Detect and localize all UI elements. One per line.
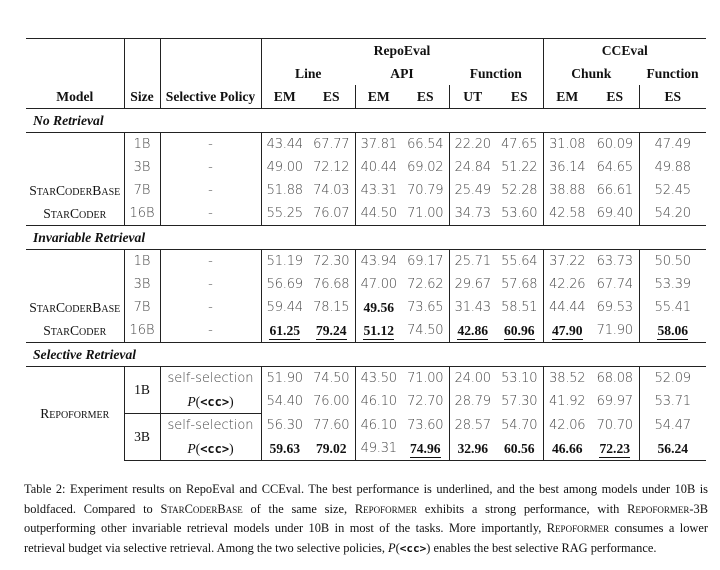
header-row-1: [26, 39, 706, 63]
value-cell: 42.26: [543, 273, 591, 296]
policy-cell: -: [160, 296, 261, 319]
value-cell: 76.68: [313, 277, 350, 292]
value-cell: 66.61: [596, 183, 633, 198]
caption-text: of the same size,: [242, 501, 355, 516]
value-cell: 55.41: [639, 296, 706, 319]
caption-text: exhibits a strong performance, with: [417, 501, 628, 516]
value-text: 60.96: [503, 322, 535, 338]
size-cell: 3B: [124, 273, 160, 296]
value-cell: 49.00: [261, 156, 308, 179]
model-cell: [26, 273, 124, 296]
value-cell: 70.70: [596, 417, 633, 433]
value-cell: 53.39: [639, 273, 706, 296]
caption-code: <cc>: [399, 541, 427, 555]
caption-model-name: StarCoderBase: [160, 501, 243, 516]
value-cell: 37.22: [543, 250, 591, 274]
value-cell: 64.65: [596, 160, 633, 175]
line-es-header: ES: [308, 85, 355, 109]
model-cell: Repoformer: [40, 405, 110, 421]
value-cell: [543, 319, 591, 343]
value-cell: 49.88: [639, 156, 706, 179]
value-cell: [639, 319, 706, 343]
size-cell: 7B: [124, 179, 160, 202]
line-em-header: EM: [261, 85, 308, 109]
value-cell: [308, 319, 355, 343]
policy-cell: P(<cc>): [160, 437, 261, 461]
value-cell: [355, 319, 402, 343]
value-cell: 72.30: [313, 254, 350, 269]
value-cell: 58.51: [501, 300, 538, 315]
size-cell: 16B: [124, 319, 160, 343]
value-cell: 25.71: [449, 250, 496, 274]
size-cell: 16B: [124, 202, 160, 226]
policy-cell: -: [160, 156, 261, 179]
value-cell: 56.69: [261, 273, 308, 296]
value-cell: 22.20: [449, 133, 496, 157]
chunk-es-header: ES: [591, 85, 639, 109]
value-cell: 52.09: [639, 367, 706, 391]
value-cell: 67.74: [596, 277, 633, 292]
size-cell: 1B: [124, 250, 160, 274]
value-cell: [591, 437, 639, 461]
policy-cell: P(<cc>): [160, 390, 261, 414]
value-cell: 77.60: [313, 417, 350, 433]
section-invariable-retrieval: [26, 226, 706, 250]
policy-header: Selective Policy: [160, 85, 261, 109]
size-header: Size: [124, 85, 160, 109]
value-cell: 72.12: [313, 160, 350, 175]
table-row: [26, 319, 706, 343]
value-cell: 49.31: [355, 437, 402, 461]
value-cell: 72.70: [407, 394, 444, 410]
value-cell: 31.08: [543, 133, 591, 157]
api-header: API: [390, 65, 414, 81]
value-cell: 29.67: [449, 273, 496, 296]
value-cell: 53.60: [501, 206, 538, 221]
value-cell: 31.43: [449, 296, 496, 319]
value-cell: 79.02: [308, 437, 355, 461]
value-cell: 69.97: [596, 394, 633, 410]
value-cell: 74.50: [313, 371, 350, 386]
value-cell: 51.19: [261, 250, 308, 274]
model-cell: [26, 156, 124, 179]
size-cell: 3B: [124, 156, 160, 179]
value-cell: 73.65: [407, 300, 444, 315]
section-title: Invariable Retrieval: [26, 226, 706, 250]
value-cell: 42.58: [543, 202, 591, 226]
value-cell: 36.14: [543, 156, 591, 179]
value-cell: 78.15: [313, 300, 350, 315]
table-caption: Table 2: Experiment results on RepoEval and CCEval. The best performance is underlined, and the best among models under 10B is boldfaced. Compared to StarCoderBase of the same size, Repoformer exhibits a strong performance, with Repoformer-3B outperforming other invariable retrieval models under 10B in most of the tasks. More importantly, Repoformer consumes a lower retrieval budget via selective retrieval. Among the two selective policies, P(<cc>) enables the best selective RAG performance.: [24, 482, 708, 555]
policy-p-symbol: P: [187, 440, 196, 456]
policy-cell: self-selection: [160, 414, 261, 438]
value-cell: 34.73: [449, 202, 496, 226]
value-cell: 24.00: [449, 367, 496, 391]
value-cell: 44.44: [543, 296, 591, 319]
value-cell: 76.07: [313, 206, 350, 221]
model-cell: StarCoderBase: [29, 182, 121, 198]
table-row: [26, 133, 706, 157]
value-cell: 57.30: [501, 394, 538, 410]
value-cell: 67.77: [313, 137, 350, 152]
value-cell: 51.90: [261, 367, 308, 391]
value-cell: [402, 437, 449, 461]
function-ut-header: UT: [449, 85, 496, 109]
model-cell: StarCoder: [43, 205, 107, 221]
value-cell: 60.56: [496, 437, 543, 461]
value-cell: 51.22: [501, 160, 538, 175]
policy-cell: -: [160, 202, 261, 226]
value-cell: 40.44: [355, 156, 402, 179]
value-cell: 38.52: [543, 367, 591, 391]
value-cell: 71.00: [407, 206, 444, 221]
value-cell: 24.84: [449, 156, 496, 179]
value-cell: 69.40: [596, 206, 633, 221]
value-cell: 43.31: [355, 179, 402, 202]
section-title: Selective Retrieval: [26, 343, 706, 367]
value-cell: 52.45: [639, 179, 706, 202]
value-cell: 74.50: [407, 323, 444, 338]
model-header: Model: [26, 85, 124, 109]
value-cell: 54.70: [501, 417, 538, 433]
chunk-header: Chunk: [543, 62, 639, 85]
policy-cell: self-selection: [160, 367, 261, 391]
value-cell: 41.92: [543, 390, 591, 414]
section-title: No Retrieval: [26, 109, 706, 133]
value-cell: 51.88: [261, 179, 308, 202]
table-row: [26, 296, 706, 319]
value-cell: 54.20: [639, 202, 706, 226]
cceval-header: CCEval: [543, 39, 706, 63]
value-cell: 76.00: [313, 394, 350, 410]
caption-text: enables the best selective RAG performance.: [430, 540, 657, 555]
value-cell: 47.65: [501, 137, 538, 152]
value-cell: 56.24: [639, 437, 706, 461]
value-text: 61.25: [269, 322, 301, 338]
value-cell: 32.96: [449, 437, 496, 461]
value-cell: 68.08: [596, 371, 633, 386]
value-cell: 43.44: [261, 133, 308, 157]
value-cell: [449, 319, 496, 343]
value-cell: 43.50: [355, 367, 402, 391]
value-cell: 57.68: [501, 277, 538, 292]
caption-text: Table 2: Experiment results on RepoEval and CCEval. The best performance is underlined, and the best among models under 10B is boldfaced. Compared to: [24, 482, 708, 516]
section-no-retrieval: [26, 109, 706, 133]
value-cell: 69.17: [407, 254, 444, 269]
value-cell: 74.03: [313, 183, 350, 198]
policy-cell: -: [160, 250, 261, 274]
value-cell: 42.06: [543, 414, 591, 438]
value-cell: 53.10: [501, 371, 538, 386]
size-cell: 7B: [124, 296, 160, 319]
value-cell: 59.63: [261, 437, 308, 461]
value-cell: 54.40: [261, 390, 308, 414]
value-cell: 49.56: [355, 296, 402, 319]
model-cell: StarCoderBase: [29, 299, 121, 315]
size-cell: 1B: [124, 367, 160, 414]
value-cell: 28.57: [449, 414, 496, 438]
function-es-header: ES: [496, 85, 543, 109]
policy-cell: -: [160, 319, 261, 343]
value-cell: 37.81: [355, 133, 402, 157]
value-cell: 52.28: [501, 183, 538, 198]
api-em-header: EM: [355, 85, 402, 109]
value-cell: 55.25: [261, 202, 308, 226]
section-selective-retrieval: [26, 343, 706, 367]
value-cell: 56.30: [261, 414, 308, 438]
line-header: Line: [261, 62, 355, 85]
table-row: [26, 179, 706, 202]
model-cell: [26, 133, 124, 157]
cc-function-header: Function: [646, 65, 699, 81]
policy-cell: -: [160, 133, 261, 157]
value-cell: 59.44: [261, 296, 308, 319]
value-text: 74.96: [409, 440, 441, 456]
size-cell: 3B: [124, 414, 160, 461]
table-row: [26, 202, 706, 226]
value-cell: 55.64: [501, 254, 538, 269]
value-cell: [261, 319, 308, 343]
value-cell: 71.00: [407, 371, 444, 386]
value-cell: 25.49: [449, 179, 496, 202]
caption-p-symbol: P: [388, 540, 396, 555]
model-cell: [26, 250, 124, 274]
value-cell: 72.62: [407, 277, 444, 292]
value-cell: 63.73: [596, 254, 633, 269]
value-cell: 50.50: [639, 250, 706, 274]
results-table: [26, 38, 706, 461]
model-cell: StarCoder: [43, 322, 107, 338]
api-es-header: ES: [402, 85, 449, 109]
value-cell: 69.53: [596, 300, 633, 315]
policy-cell: -: [160, 273, 261, 296]
header-row-3: [26, 85, 706, 109]
value-cell: [496, 319, 543, 343]
value-cell: 53.71: [639, 390, 706, 414]
value-cell: 66.54: [407, 137, 444, 152]
value-text: 72.23: [599, 440, 631, 456]
value-text: 58.06: [657, 322, 689, 338]
caption-model-name: Repoformer: [354, 501, 418, 516]
policy-p-arg: <cc>: [200, 394, 230, 409]
value-text: 79.24: [315, 322, 347, 338]
table-row: [26, 414, 706, 438]
caption-text: consumes a lower retrieval budget via selective retrieval. Among the two selective policies,: [24, 521, 708, 555]
header-row-2: [26, 62, 706, 85]
chunk-em-header: EM: [543, 85, 591, 109]
value-cell: 60.09: [596, 137, 633, 152]
caption-model-name: Repoformer: [627, 501, 690, 516]
table-row: [26, 250, 706, 274]
value-cell: 28.79: [449, 390, 496, 414]
caption-text: -3B outperforming other invariable retrieval models under 10B in most of the tasks. More importantly,: [24, 501, 708, 536]
value-cell: 71.90: [596, 323, 633, 338]
value-cell: 70.79: [407, 183, 444, 198]
value-cell: 46.10: [355, 390, 402, 414]
value-cell: 46.10: [355, 414, 402, 438]
table-row: [26, 273, 706, 296]
cc-function-es-header: ES: [639, 85, 706, 109]
value-text: 47.90: [551, 322, 583, 338]
policy-p-symbol: P: [187, 393, 196, 409]
value-cell: 54.47: [639, 414, 706, 438]
function-header: Function: [469, 65, 522, 81]
value-cell: 46.66: [543, 437, 591, 461]
size-cell: 1B: [124, 133, 160, 157]
value-cell: 73.60: [407, 417, 444, 433]
value-text: 42.86: [457, 322, 489, 338]
table-row: [26, 367, 706, 391]
policy-cell: -: [160, 179, 261, 202]
value-cell: 44.50: [355, 202, 402, 226]
table-row: [26, 156, 706, 179]
value-text: 51.12: [363, 322, 395, 338]
repoeval-header: RepoEval: [261, 39, 543, 63]
value-cell: 47.49: [639, 133, 706, 157]
value-cell: 38.88: [543, 179, 591, 202]
caption-model-name: Repoformer: [546, 521, 610, 536]
policy-p-arg: <cc>: [200, 441, 230, 456]
value-cell: 69.02: [407, 160, 444, 175]
value-cell: 47.00: [355, 273, 402, 296]
value-cell: 43.94: [355, 250, 402, 274]
